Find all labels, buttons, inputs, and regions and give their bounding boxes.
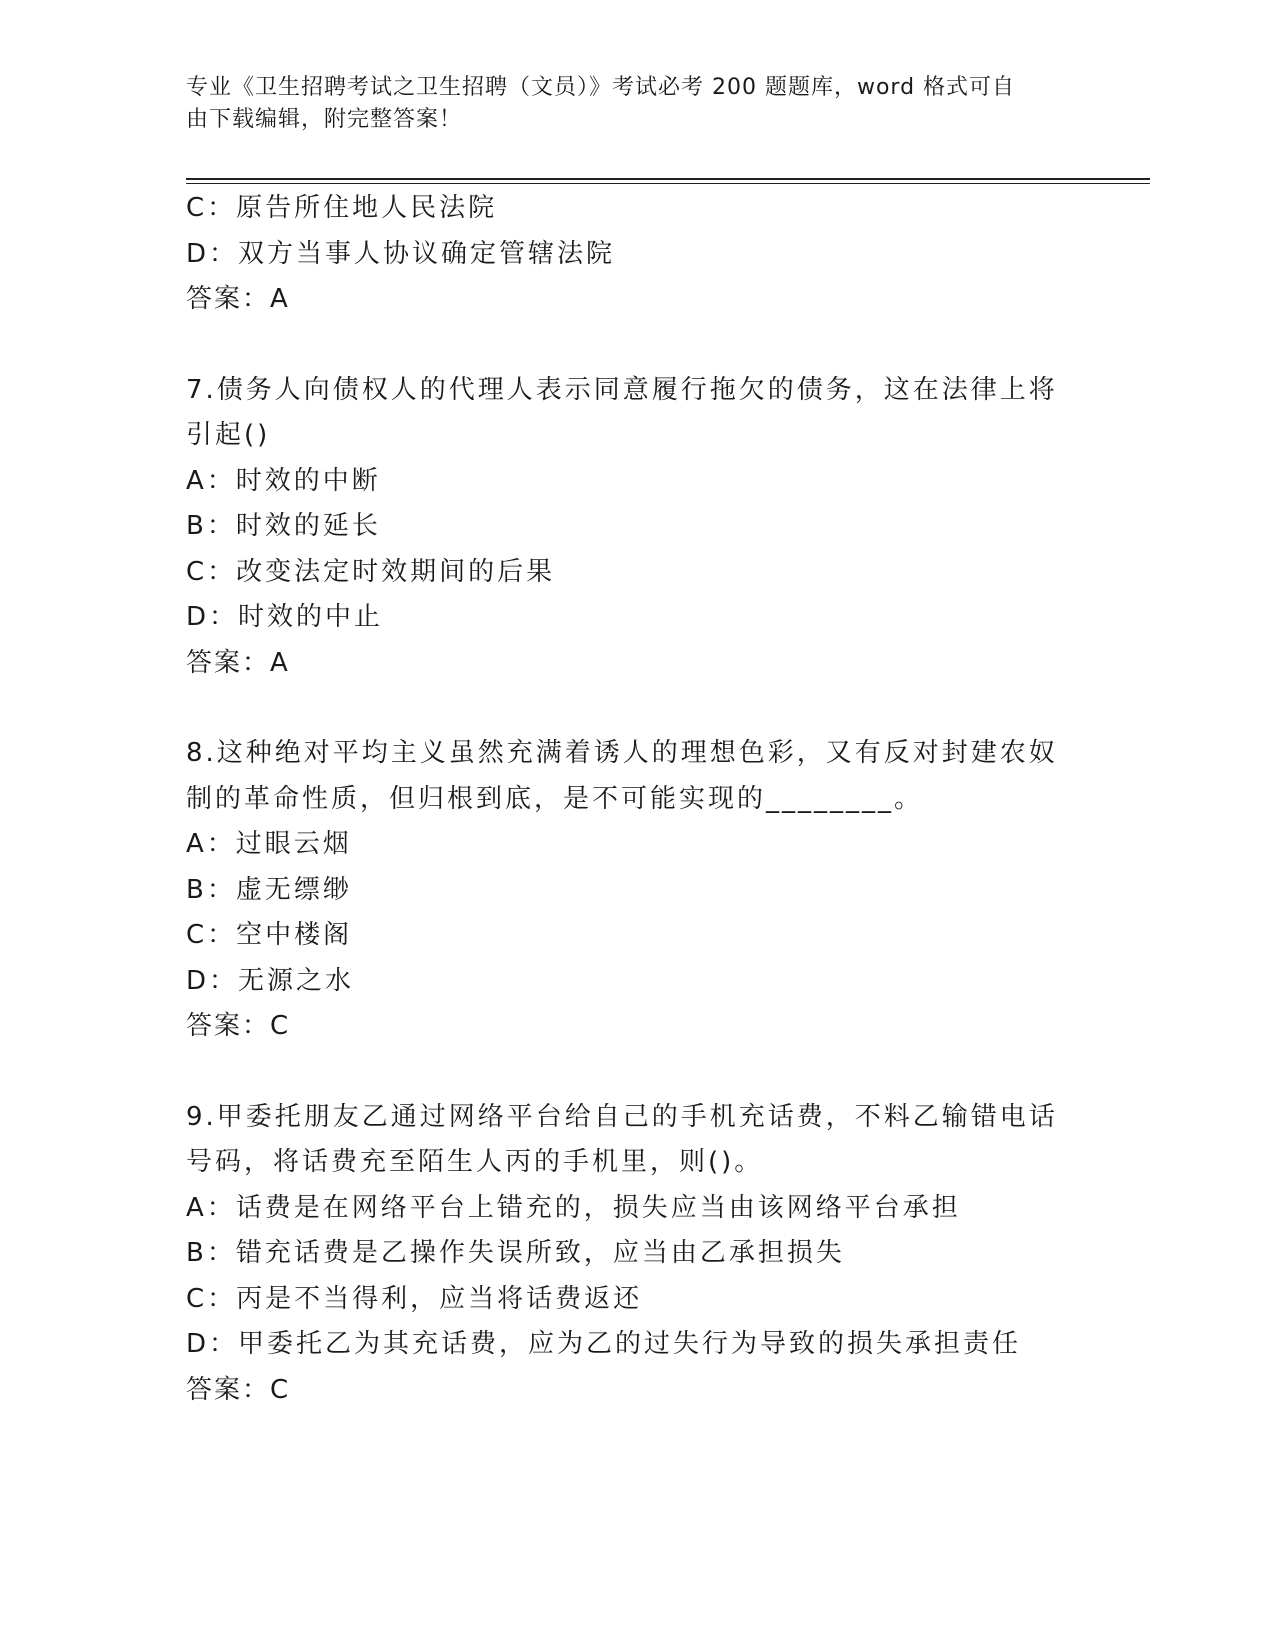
option-b: B：时效的延长 xyxy=(186,511,381,541)
answer-label: 答案： xyxy=(186,1374,271,1405)
answer-line xyxy=(186,1004,1066,1050)
header-divider xyxy=(186,178,1150,180)
option-d: D：无源之水 xyxy=(186,965,355,996)
option-a: A：时效的中断 xyxy=(186,465,381,496)
question-text-line-1: 7.债务人向债权人的代理人表示同意履行拖欠的债务，这在法律上将 xyxy=(186,374,1058,405)
answer-value: C xyxy=(270,1011,290,1041)
option-c: C：改变法定时效期间的后果 xyxy=(186,556,556,587)
question-text-line-2: 制的革命性质，但归根到底，是不可能实现的________。 xyxy=(186,783,924,814)
option-d: D：时效的中止 xyxy=(186,602,384,632)
option-b: B：错充话费是乙操作失误所致，应当由乙承担损失 xyxy=(186,1238,845,1268)
option-b: B：虚无缥缈 xyxy=(186,874,352,905)
option-d: D：甲委托乙为其充话费，应为乙的过失行为导致的损失承担责任 xyxy=(186,1329,1022,1359)
question-text-line-1: 8.这种绝对平均主义虽然充满着诱人的理想色彩，又有反对封建农奴 xyxy=(186,738,1058,768)
answer-value: C xyxy=(270,1374,290,1405)
answer-value: A xyxy=(270,284,289,314)
question-7 xyxy=(186,368,1066,687)
question-text-line-1: 9.甲委托朋友乙通过网络平台给自己的手机充话费，不料乙输错电话 xyxy=(186,1101,1058,1132)
answer-label: 答案： xyxy=(186,284,271,314)
option-c: C：原告所住地人民法院 xyxy=(186,193,498,223)
option-a: A：过眼云烟 xyxy=(186,829,352,859)
option-c: C：丙是不当得利，应当将话费返还 xyxy=(186,1283,643,1314)
document-body xyxy=(186,186,1066,1413)
carryover-question xyxy=(186,186,1066,323)
question-9 xyxy=(186,1095,1066,1414)
answer-line xyxy=(186,1368,1066,1414)
question-8 xyxy=(186,731,1066,1050)
option-c: C：空中楼阁 xyxy=(186,920,353,950)
header-line-1: 专业《卫生招聘考试之卫生招聘（文员）》考试必考 200 题题库，word 格式可自 xyxy=(186,75,1016,100)
option-a: A：话费是在网络平台上错充的，损失应当由该网络平台承担 xyxy=(186,1192,961,1223)
answer-line xyxy=(186,277,1066,323)
question-text-line-2: 号码，将话费充至陌生人丙的手机里，则()。 xyxy=(186,1147,764,1177)
answer-value: A xyxy=(270,647,289,678)
page-header xyxy=(186,72,1066,136)
answer-label: 答案： xyxy=(186,647,271,678)
answer-label: 答案： xyxy=(186,1011,271,1041)
question-text-line-2: 引起() xyxy=(186,420,271,450)
option-d: D：双方当事人协议确定管辖法院 xyxy=(186,238,616,269)
header-line-2: 由下载编辑，附完整答案！ xyxy=(186,107,463,132)
answer-line xyxy=(186,641,1066,687)
